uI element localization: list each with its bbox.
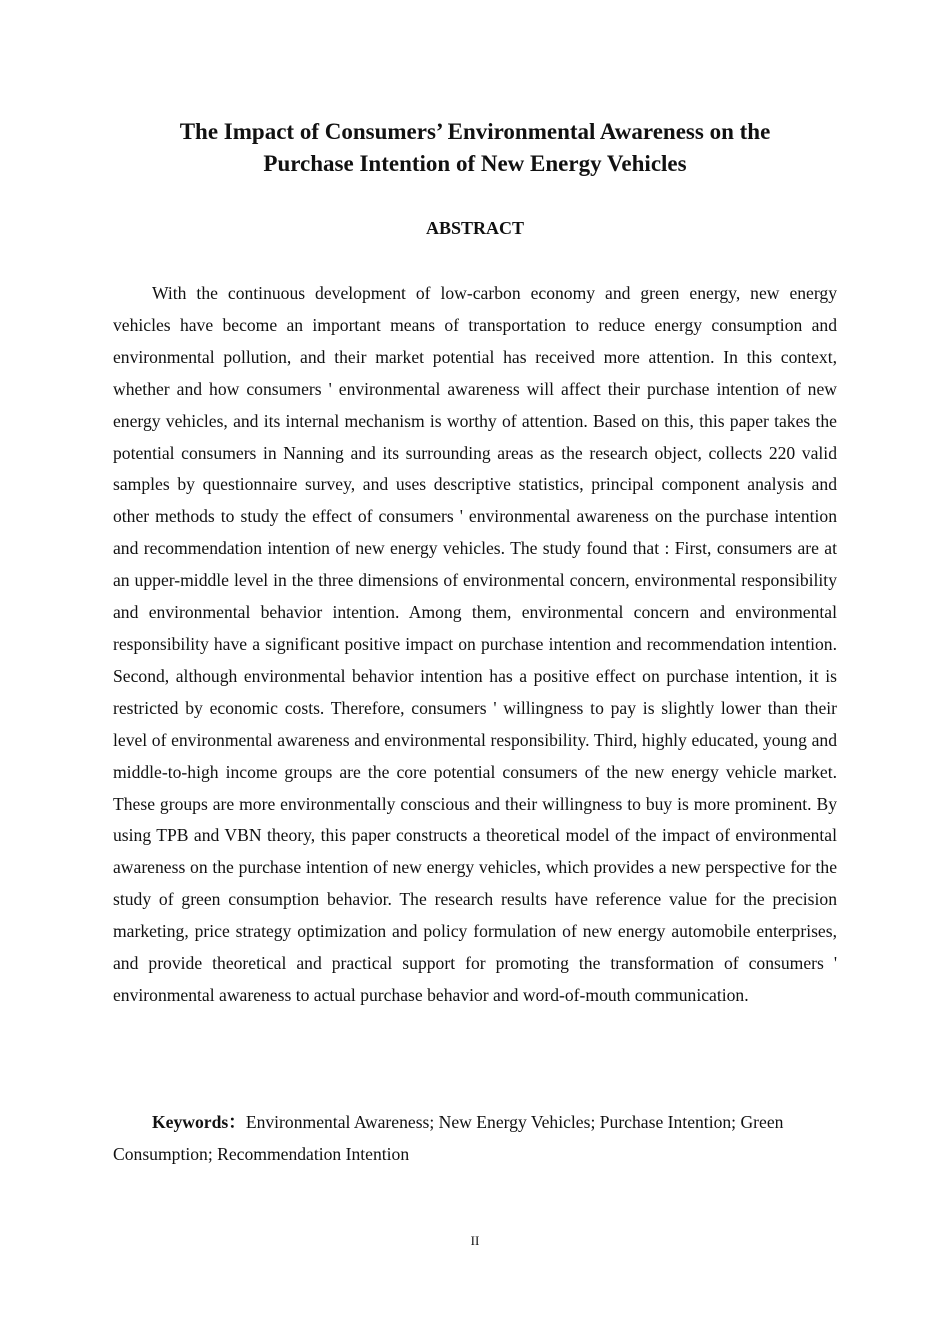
page-number: II xyxy=(470,1233,480,1248)
keywords-label: Keywords： xyxy=(152,1112,246,1132)
paper-title-line-1: The Impact of Consumers’ Environmental Awareness on the xyxy=(179,119,771,144)
abstract-heading: ABSTRACT xyxy=(425,218,525,238)
keywords-text: Environmental Awareness; New Energy Vehicles; Purchase Intention; Green Consumption; Recommendation Intention xyxy=(113,1112,784,1164)
paper-title-line-2: Purchase Intention of New Energy Vehicles xyxy=(263,151,687,176)
paper-title xyxy=(113,116,837,180)
keywords-paragraph xyxy=(113,1106,837,1170)
abstract-body: With the continuous development of low-carbon economy and green energy, new energy vehicles have become an important means of transportation to reduce energy consumption and environmental pollution, and their market potential has received more attention. In this context, whether and how consumers ' environmental awareness will affect their purchase intention of new energy vehicles, and its internal mechanism is worthy of attention. Based on this, this paper takes the potential consumers in Nanning and its surrounding areas as the research object, collects 220 valid samples by questionnaire survey, and uses descriptive statistics, principal component analysis and other methods to study the effect of consumers ' environmental awareness on the purchase intention and recommendation intention of new energy vehicles. The study found that : First, consumers are at an upper-middle level in the three dimensions of environmental concern, environmental responsibility and environmental behavior intention. Among them, environmental concern and environmental responsibility have a significant positive impact on purchase intention and recommendation intention. Second, although environmental behavior intention has a positive effect on purchase intention, it is restricted by economic costs. Therefore, consumers ' willingness to pay is slightly lower than their level of environmental awareness and environmental responsibility. Third, highly educated, young and middle-to-high income groups are the core potential consumers of the new energy vehicle market. These groups are more environmentally conscious and their willingness to buy is more prominent. By using TPB and VBN theory, this paper constructs a theoretical model of the impact of environmental awareness on the purchase intention of new energy vehicles, which provides a new perspective for the study of green consumption behavior. The research results have reference value for the precision marketing, price strategy optimization and policy formulation of new energy automobile enterprises, and provide theoretical and practical support for promoting the transformation of consumers ' environmental awareness to actual purchase behavior and word-of-mouth communication. xyxy=(113,283,837,1005)
